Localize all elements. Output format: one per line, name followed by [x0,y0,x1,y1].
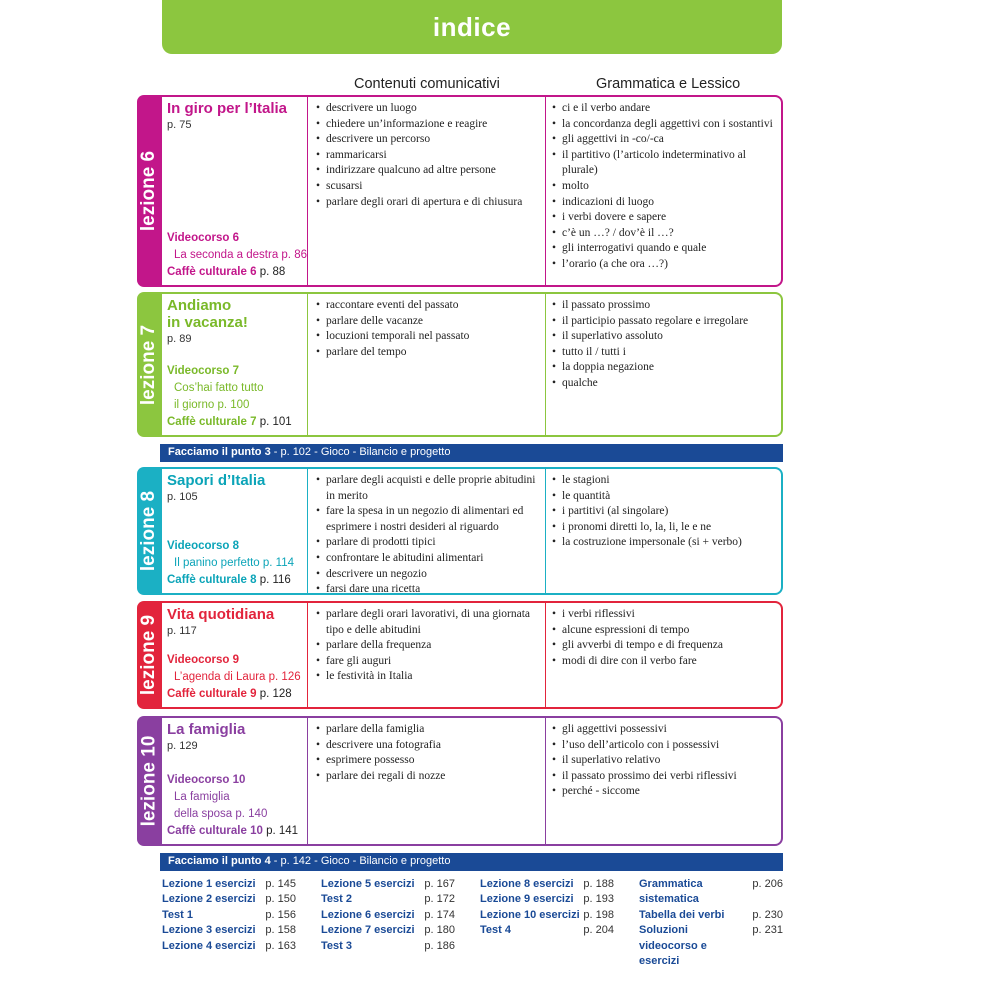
video-block [167,772,298,840]
index-entry: Lezione 4 esercizi p. 163 [162,939,296,952]
lesson-box [162,716,783,846]
list-item: • i partitivi (al singolare) [552,504,777,520]
video-subtitle: La famiglia [174,791,230,803]
list-item: • i pronomi diretti lo, la, li, le e ne [552,520,777,536]
lesson-box [162,467,783,595]
list-item: • parlare delle vacanze [316,314,541,330]
lesson-tab-label: lezione 8 [138,490,160,572]
list-item: • raccontare eventi del passato [316,298,541,314]
lesson-page: p. 89 [167,333,192,345]
column-header-grammar: Grammatica e Lessico [596,76,741,92]
lesson-page: p. 117 [167,625,197,637]
list-item: • il participio passato regolare e irregolare [552,314,777,330]
cafe-culturale: Caffè culturale 8 p. 116 [167,574,291,586]
lesson-box [162,601,783,709]
index-entry: Lezione 7 esercizi p. 180 [321,924,455,937]
lesson-box [162,95,783,287]
list-item: • le festività in Italia [316,669,541,685]
column-header-communicative: Contenuti comunicativi [354,76,500,92]
index-entry: Lezione 6 esercizi p. 174 [321,908,455,921]
list-item: • gli interrogativi quando e quale [552,241,777,257]
grammar-column [545,469,781,593]
lesson-title: La famiglia [167,721,246,738]
list-item: • rammaricarsi [316,148,541,164]
index-entry: Lezione 9 esercizi p. 193 [480,893,614,906]
communicative-column [307,603,545,707]
list-item: • ci e il verbo andare [552,101,777,117]
list-item: • parlare di prodotti tipici [316,535,541,551]
index-entry: Test 2 p. 172 [321,893,455,906]
lesson-tab [137,95,162,287]
list-item: • descrivere una fotografia [316,738,541,754]
list-item: • confrontare le abitudini alimentari [316,551,541,567]
index-entry: Lezione 5 esercizi p. 167 [321,878,455,890]
lesson-info [162,469,307,593]
list-item: • l’orario (a che ora …?) [552,257,777,273]
lesson-title: Vita quotidiana [167,606,275,623]
communicative-column [307,718,545,844]
list-item: • parlare della frequenza [316,638,541,654]
lesson-tab [137,467,162,595]
cafe-culturale: Caffè culturale 9 p. 128 [167,688,292,700]
title-banner [162,0,782,54]
video-subtitle: il giorno p. 100 [174,399,250,411]
video-subtitle: della sposa p. 140 [174,808,268,820]
list-item: • tutto il / tutti i [552,345,777,361]
list-item: • l’uso dell’articolo con i possessivi [552,738,777,754]
list-item: • parlare della famiglia [316,722,541,738]
list-item: • qualche [552,376,777,392]
lesson-7-section [137,292,783,437]
lesson-tab [137,292,162,437]
communicative-column [307,97,545,285]
list-item: • parlare degli orari di apertura e di chiusura [316,195,541,211]
lesson-info [162,603,307,707]
list-item: • indirizzare qualcuno ad altre persone [316,163,541,179]
lesson-9-section [137,601,783,709]
lesson-tab-label: lezione 9 [138,614,160,696]
list-item: • gli avverbi di tempo e di frequenza [552,638,777,654]
lesson-info [162,294,307,435]
list-item: • indicazioni di luogo [552,195,777,211]
lesson-tab-label: lezione 7 [138,324,160,405]
grammar-column [545,294,781,435]
lesson-page: p. 129 [167,740,198,752]
list-item: • perché - siccome [552,784,777,800]
video-title: Videocorso 8 [167,540,240,552]
video-title: Videocorso 6 [167,232,240,244]
lesson-info [162,718,307,844]
list-item: • le quantità [552,489,777,505]
grammar-column [545,603,781,707]
video-block [167,652,301,703]
lesson-title: Andiamo in vacanza! [167,297,248,331]
video-subtitle: L’agenda di Laura p. 126 [174,671,301,683]
list-item: • i verbi dovere e sapere [552,210,777,226]
list-item: • locuzioni temporali nel passato [316,329,541,345]
lesson-tab-label: lezione 6 [138,150,160,232]
index-entry: Lezione 8 esercizi p. 188 [480,878,614,890]
index-entry: Lezione 3 esercizi p. 158 [162,924,296,937]
list-item: • scusarsi [316,179,541,195]
list-item: • la concordanza degli aggettivi con i sostantivi [552,117,777,133]
lesson-tab-label: lezione 10 [138,735,160,827]
lesson-8-section [137,467,783,595]
list-item: • molto [552,179,777,195]
cafe-culturale: Caffè culturale 10 p. 141 [167,825,299,837]
index-entry: Lezione 10 esercizi p. 198 [480,908,614,921]
list-item: • la costruzione impersonale (si + verbo) [552,535,777,551]
index-column [162,877,296,954]
lesson-10-section [137,716,783,846]
communicative-column [307,469,545,596]
review-band: Facciamo il punto 3 - p. 102 - Gioco - Bilancio e progetto [160,444,783,462]
list-item: • gli aggettivi possessivi [552,722,777,738]
list-item: • la doppia negazione [552,360,777,376]
list-item: • descrivere un negozio [316,567,541,583]
index-column [480,877,614,939]
list-item: • chiedere un’informazione e reagire [316,117,541,133]
video-subtitle: Il panino perfetto p. 114 [174,557,294,569]
lesson-page: p. 105 [167,491,198,503]
video-title: Videocorso 9 [167,654,240,666]
video-title: Videocorso 7 [167,365,240,377]
list-item: • parlare dei regali di nozze [316,769,541,785]
video-block [167,538,294,589]
lesson-title: In giro per l’Italia [167,100,288,117]
page-title: indice [432,11,512,42]
lesson-info [162,97,307,285]
list-item: • descrivere un percorso [316,132,541,148]
list-item: • modi di dire con il verbo fare [552,654,777,670]
lesson-title: Sapori d’Italia [167,472,266,489]
index-entry: Lezione 1 esercizi p. 145 [162,878,296,890]
grammar-column [545,718,781,844]
list-item: • il partitivo (l’articolo indeterminativo al plurale) [552,148,777,179]
video-block [167,363,292,431]
index-column [639,877,783,969]
lesson-6-section [137,95,783,287]
index-entry: Test 3 p. 186 [321,939,455,952]
list-item: • c’è un …? / dov’è il …? [552,226,777,242]
list-item: • alcune espressioni di tempo [552,623,777,639]
list-item: • il passato prossimo [552,298,777,314]
list-item: • il superlativo relativo [552,753,777,769]
list-item: • il superlativo assoluto [552,329,777,345]
lesson-tab [137,601,162,709]
list-item: • parlare degli orari lavorativi, di una giornata tipo e delle abitudini [316,607,541,638]
cafe-culturale: Caffè culturale 7 p. 101 [167,416,292,428]
video-title: Videocorso 10 [167,774,246,786]
lesson-tab [137,716,162,846]
list-item: • farsi dare una ricetta [316,582,541,598]
index-entry: Test 4 p. 204 [480,924,614,937]
review-band: Facciamo il punto 4 - p. 142 - Gioco - Bilancio e progetto [160,853,783,871]
grammar-column [545,97,781,285]
list-item: • gli aggettivi in -co/-ca [552,132,777,148]
list-item: • parlare del tempo [316,345,541,361]
index-entry: Lezione 2 esercizi p. 150 [162,893,296,906]
list-item: • esprimere possesso [316,753,541,769]
list-item: • descrivere un luogo [316,101,541,117]
list-item: • le stagioni [552,473,777,489]
list-item: • il passato prossimo dei verbi riflessivi [552,769,777,785]
index-entry: Tabella dei verbi p. 230 [639,908,783,921]
list-item: • parlare degli acquisti e delle proprie abitudini in merito [316,473,541,504]
cafe-culturale: Caffè culturale 6 p. 88 [167,266,286,278]
index-entry: Grammatica sistematica p. 206 [639,878,783,906]
list-item: • fare la spesa in un negozio di alimentari ed esprimere i nostri desideri al riguardo [316,504,541,535]
list-item: • fare gli auguri [316,654,541,670]
index-entry: Test 1 p. 156 [162,908,296,921]
list-item: • i verbi riflessivi [552,607,777,623]
video-subtitle: Cos’hai fatto tutto [174,382,264,394]
communicative-column [307,294,545,435]
lesson-box [162,292,783,437]
lesson-page: p. 75 [167,119,192,131]
index-entry: Soluzioni videocorso e esercizi p. 231 [639,924,783,968]
index-column [321,877,455,954]
video-block [167,230,307,281]
video-subtitle: La seconda a destra p. 86 [174,249,307,261]
